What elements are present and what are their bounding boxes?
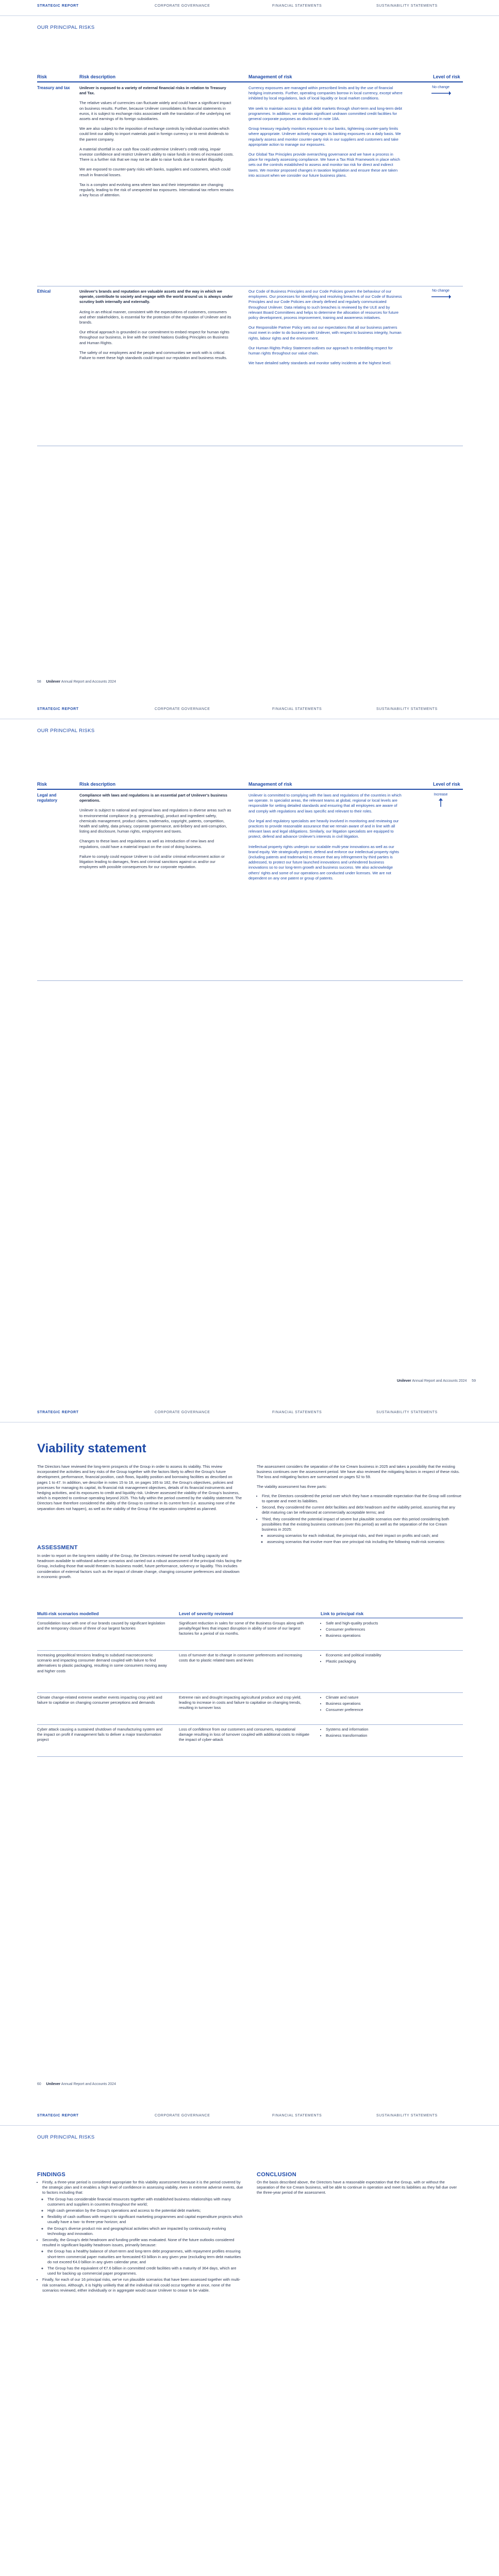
sub-item: ◦ the Group's diverse product mix and geographical activities which are impacted by continuously evolving technology and innovation. [47, 2226, 243, 2236]
nav-strategic-report[interactable]: STRATEGIC REPORT [37, 1411, 79, 1414]
severity-text: Extreme rain and drought impacting agricultural produce and crop yield, leading to increase in costs and failure to capitalise on changing trends, resulting in turnover loss [179, 1695, 302, 1710]
nav-corporate-governance[interactable]: CORPORATE GOVERNANCE [155, 4, 210, 8]
conclusion-text [257, 2180, 463, 2200]
header-level: Level of risk [433, 74, 460, 79]
right-p: The assessment considers the separation of the Ice Cream business in 2025 and takes a possibility that the existing business continues over the assessment period. We have also reviewed the mitigating factors in respect of these risks. The loss and mitigating factors are summarised on pages 52 to 59. [257, 1464, 460, 1480]
nav-corporate-governance[interactable]: CORPORATE GOVERNANCE [155, 2114, 210, 2117]
header-description: Risk description [79, 782, 116, 787]
assessment-heading: ASSESSMENT [37, 1545, 78, 1551]
viability-intro [37, 1464, 243, 1516]
severity-text: Loss of turnover due to change in consumer preferences and increasing costs due to plastic related taxes and levies [179, 1653, 302, 1663]
link-item: • Consumer preferences [326, 1627, 460, 1632]
desc-p: Failure to comply could expose Unilever to civil and/or criminal enforcement action or litigation leading to damages, fines and criminal sanctions against us and/or our employees with possible consequences for our corporate reputation. [79, 854, 225, 870]
list-item-text: Firstly, a three-year period is considered appropriate for this viability assessment because it is the period covered by the strategic plan and it enables a high level of confidence in assessing viability, even in extreme adverse events, due to factors including that: [42, 2180, 243, 2195]
risk-row-legal [37, 790, 463, 981]
mgmt-p: Group treasury regularly monitors exposure to our banks, tightening counter-party limits where appropriate. Unilever actively manages its banking exposures on a daily basis. We regularly assess and monitor counter-party risk in our suppliers and customers and take appropriate action to manage our exposures. [248, 126, 401, 147]
mgmt-p: Our Global Tax Principles provide overarching governance and we have a process in place for regularly assessing compliance. We have a Tax Risk Framework in place which sets out the controls established to assess and monitor tax risk for direct and indirect taxes. We monitor proposed changes in taxation legislation and ensure these are taken into account when we consider our future business plans. [248, 152, 401, 178]
findings-text [37, 2180, 243, 2294]
link-item: • Business operations [326, 1701, 460, 1706]
sub-item: ◦ flexibility of cash outflows with respect to significant marketing programmes and capital expenditure projects which usually have a two- to three-year horizon; and [47, 2214, 243, 2225]
intro-p: The Directors have reviewed the long-term prospects of the Group in order to assess its viability. This review incorporated the activities and key risks of the Group together with the factors likely to affect the Group's future development, performance, financial position, cash flows, liquidity position and borrowing facilities as described on pages 1 to 47. In addition, we describe in notes 15 to 18, on pages 165 to 182, the Group's objectives, policies and processes for managing its capital, its financial risk management objectives, details of its financial instruments and hedging activities, and its exposures to credit and liquidity risk. Unilever assessed the viability of the Group's business, which is expected to continue operating beyond 2025. This fully within the period covered by the viability statement. The Directors have therefore considered the ability of the Group to continue in its current form (i.e. assuming none of the separation does not happen), as well as the viability of the Group if the separation completed as planned. [37, 1464, 242, 1511]
nav-financial-statements[interactable]: FINANCIAL STATEMENTS [272, 1411, 322, 1414]
mgmt-p: We have detailed safety standards and monitor safety incidents at the highest level. [248, 361, 392, 366]
nav-financial-statements[interactable]: FINANCIAL STATEMENTS [272, 2114, 322, 2117]
risk-level-label: No change [432, 289, 450, 293]
scenario-row [37, 1618, 463, 1651]
risk-category: Legal and regulatory [37, 793, 58, 803]
link-item: • Consumer preference [326, 1707, 460, 1713]
page-58 [0, 0, 499, 703]
list-item [42, 2180, 243, 2236]
sub-item: ◦ The Group has considerable financial resources together with established business relationships with many customers and suppliers in countries throughout the world; [47, 2197, 243, 2207]
risk-category: Ethical [37, 289, 51, 294]
link-item: • Plastic packaging [326, 1659, 460, 1664]
conclusion-heading: CONCLUSION [257, 2172, 296, 2178]
list-item: • Finally, for each of our 16 principal risks, we've run plausible scenarios that have been assessed together with multi-risk scenarios. Although, it is highly unlikely that all the individual risk could occur together at once, none of the scenarios reviewed, either individually or in aggregate would cause Unilever to cease to be viable. [42, 2277, 243, 2293]
sub-list [42, 2197, 243, 2236]
risk-description [79, 86, 234, 202]
sub-item: ◦ The Group has the equivalent of €7.6 billion in committed credit facilities with a maturity of 364 days, which are used for backing up commercial paper programmes. [47, 2266, 243, 2276]
link-item: • Safe and high-quality products [326, 1621, 460, 1626]
flat-arrow-icon [430, 91, 451, 96]
page-title: Viability statement [37, 1442, 146, 1455]
page-60 [0, 1406, 499, 2110]
risk-row-treasury [37, 82, 463, 286]
nav-sustainability-statements[interactable]: SUSTAINABILITY STATEMENTS [376, 2114, 438, 2117]
scenario-row [37, 1724, 463, 1757]
desc-p: Compliance with laws and regulations is an essential part of Unilever's business operations. [79, 793, 227, 803]
section-label: OUR PRINCIPAL RISKS [37, 2134, 95, 2140]
sub-item: ◦ assessing scenarios that involve more than one principal risk including the following multi-risk scenarios: [267, 1539, 463, 1545]
scenario-text: Increasing geopolitical tensions leading to subdued macroeconomic scenario and impacting consumer demand coupled with failure to find alternatives to plastic packaging, resulting in some consumers moving away and higher costs [37, 1653, 167, 1673]
risk-management [248, 289, 403, 370]
nav-sustainability-statements[interactable]: SUSTAINABILITY STATEMENTS [376, 707, 438, 711]
risk-management [248, 793, 403, 886]
nav-strategic-report[interactable]: STRATEGIC REPORT [37, 2114, 79, 2117]
nav-strategic-report[interactable]: STRATEGIC REPORT [37, 4, 79, 8]
mgmt-p: Our Responsible Partner Policy sets out our expectations that all our business partners must meet in order to do business with Unilever, with respect to business integrity, human rights, labour rights and the environment. [248, 325, 402, 341]
sub-list [262, 1533, 463, 1545]
footer-title: Annual Report and Accounts 2024 [61, 680, 116, 684]
risk-row-ethical [37, 286, 463, 446]
desc-p: Acting in an ethical manner, consistent with the expectations of customers, consumers and other stakeholders, is essential for the protection of the reputation of Unilever and its brands. [79, 309, 231, 325]
nav-sustainability-statements[interactable]: SUSTAINABILITY STATEMENTS [376, 4, 438, 8]
footer-title: Annual Report and Accounts 2024 [61, 2082, 116, 2086]
section-label: OUR PRINCIPAL RISKS [37, 25, 95, 30]
footer-brand: Unilever [46, 680, 61, 684]
scenario-text: Climate change-related extreme weather events impacting crop yield and failure to capitalise on changing consumer perceptions and demands [37, 1695, 162, 1705]
header-severity: Level of severity reviewed [179, 1611, 234, 1616]
nav-strategic-report[interactable]: STRATEGIC REPORT [37, 707, 79, 711]
link-list [321, 1727, 460, 1739]
link-list [321, 1653, 460, 1665]
right-p: The viability assessment has three parts: [257, 1484, 327, 1489]
nav-corporate-governance[interactable]: CORPORATE GOVERNANCE [155, 1411, 210, 1414]
severity-text: Significant reduction in sales for some of the Business Groups along with penalty/legal fees that impact disruption in ability of some of our largest factories for a period of six months. [179, 1621, 304, 1636]
page-61 [0, 2110, 499, 2576]
risk-level-label: Increase [434, 793, 448, 796]
header-link: Link to principal risk [321, 1611, 364, 1616]
mgmt-p: Our Code of Business Principles and our Code Policies govern the behaviour of our employees. Our processes for identifying and resolving breaches of our Code of Business Principles and our Code Policies are clearly defined and regularly communicated throughout Unilever. Data relating to such breaches is reviewed by the ULE and by relevant Board Committees and helps to determine the allocation of resources for future policy development, process improvement, training and awareness initiatives. [248, 289, 402, 320]
desc-p: The relative values of currencies can fluctuate widely and could have a significant impact on business results. Further, because Unilever consolidates its financial statements in euros, it is subject to exchange risks associated with the translation of the underlying net assets and earnings of its foreign subsidiaries. [79, 100, 231, 122]
top-nav [0, 703, 499, 719]
scenario-row [37, 1650, 463, 1693]
assessment-p: In order to report on the long-term viability of the Group, the Directors reviewed the overall funding capacity and headroom available to withstand adverse scenarios and carried out a robust assessment of the principal risks facing the Group, including those that would threaten its business model, future performance, solvency or liquidity. This includes consideration of external factors such as the impact of climate change, changing consumer preferences and slowdown in economic growth. [37, 1553, 242, 1579]
scenario-row [37, 1692, 463, 1725]
scenario-text: Consolidation issue with one of our brands caused by significant legislation and the temporary closure of three of our largest factories [37, 1621, 165, 1631]
nav-financial-statements[interactable]: FINANCIAL STATEMENTS [272, 707, 322, 711]
risk-description [79, 289, 234, 365]
risk-management [248, 86, 403, 183]
sub-item: ◦ assessing scenarios for each individual, the principal risks, and their impact on profits and cash; and [267, 1533, 463, 1538]
scenario-table-header [37, 1607, 463, 1618]
link-item: • Economic and political instability [326, 1653, 460, 1658]
header-management: Management of risk [248, 74, 292, 79]
risk-level [419, 289, 463, 302]
header-description: Risk description [79, 74, 116, 79]
list-item-text: Secondly, the Group's debt headroom and funding profile was evaluated. None of the future outlooks considered resulted in significant liquidity headroom issues, primarily because: [42, 2238, 235, 2248]
nav-corporate-governance[interactable]: CORPORATE GOVERNANCE [155, 707, 210, 711]
mgmt-p: Our legal and regulatory specialists are heavily involved in monitoring and reviewing our practices to provide reasonable assurance that we remain aware of and in line with all relevant laws and legal obligations. Similarly, our litigation specialists are equipped to protect, defend and advance Unilever's interests in civil litigation. [248, 818, 399, 839]
mgmt-p: Our Human Rights Policy Statement outlines our approach to embedding respect for human rights throughout our value chain. [248, 345, 393, 356]
header-level: Level of risk [433, 782, 460, 787]
nav-sustainability-statements[interactable]: SUSTAINABILITY STATEMENTS [376, 1411, 438, 1414]
link-item: • Systems and information [326, 1727, 460, 1732]
list-item [262, 1517, 463, 1545]
page-footer [397, 1379, 476, 1383]
header-risk: Risk [37, 782, 47, 787]
findings-heading: FINDINGS [37, 2172, 65, 2178]
conclusion-p: On the basis described above, the Directors have a reasonable expectation that the Group, with or without the separation of the Ice Cream business, will be able to continue in operation and meet its liabilities as they fall due over the three-year period of the assessment. [257, 2180, 457, 2195]
list-item: • First, the Directors considered the period over which they have a reasonable expectation that the Group will continue to operate and meet its liabilities. [262, 1494, 463, 1504]
mgmt-p: Intellectual property rights underpin our scalable multi-year innovations as well as our brand equity. We strategically protect, defend and enforce our intellectual property rights (including patents and trademarks) to ensure that any infringement by third parties is addressed, to protect our future launched innovations and unhindered business innovations so to our long-term growth and business success. We also acknowledge others' rights and some of our operations are conducted under licenses. We are not dependent on any one patent or group of patents. [248, 844, 399, 880]
desc-p: We are exposed to counter-party risks with banks, suppliers and customers, which could result in financial losses. [79, 167, 230, 177]
footer-brand: Unilever [397, 1379, 411, 1383]
mgmt-p: Unilever is committed to complying with the laws and regulations of the countries in which we operate. In specialist areas, the relevant teams at global, regional or local levels are responsible for setting detailed standards and ensuring that all employees are aware of and comply with regulations and laws specific and relevant to their roles. [248, 793, 402, 814]
mgmt-p: Currency exposures are managed within prescribed limits and by the use of financial hedging instruments. Further, operating companies borrow in local currency, except where inhibited by local regulations, lack of local liquidity or local market conditions. [248, 86, 403, 101]
risk-level [419, 793, 463, 807]
scenario-text: Cyber attack causing a sustained shutdown of manufacturing system and the impact on profit if management fails to deliver a major transformation project [37, 1727, 163, 1742]
assessment-text [37, 1553, 243, 1584]
page-footer [37, 680, 116, 684]
mgmt-p: We seek to maintain access to global debt markets through short-term and long-term debt programmes. In addition, we maintain significant undrawn committed credit facilities for general corporate purposes as disclosed in note 18A. [248, 106, 402, 122]
sub-item: ◦ the Group has a healthy balance of short-term and long-term debt programmes, with repayment profiles ensuring short-term commercial paper maturities are forecasted €3 billion in any given year (excluding term debt maturities do not exceed €4.0 billion in any given calendar year, and [47, 2249, 243, 2265]
link-list [321, 1621, 460, 1640]
up-arrow-icon [438, 798, 443, 807]
link-list [321, 1695, 460, 1714]
desc-p: Unilever is subject to national and regional laws and regulations in diverse areas such as to environmental compliance (e.g. greenwashing), product and ingredient safety, chemicals management, product claims, trademarks, copyright, patents, competition, health and safety, data privacy, corporate governance, anti-bribery and anti-corruption, listing and disclosure, human rights, employment and taxes. [79, 808, 231, 834]
desc-p: Unilever is exposed to a variety of external financial risks in relation to Treasury and Tax. [79, 86, 226, 96]
risk-level [419, 86, 463, 98]
desc-p: A material shortfall in our cash flow could undermine Unilever's credit rating, impair investor confidence and restrict Unilever's ability to raise funds in times of increased costs. There is a further risk that we may not be able to raise funds due to market illiquidity. [79, 146, 234, 162]
list-item [42, 2238, 243, 2276]
desc-p: Unilever's brands and reputation are valuable assets and the way in which we operate, contribute to society and engage with the world around us is always under scrutiny both internally and externally. [79, 289, 233, 304]
header-scenario: Multi-risk scenarios modelled [37, 1611, 99, 1616]
header-management: Management of risk [248, 782, 292, 787]
page-footer [37, 2082, 116, 2086]
page-number: 60 [37, 2082, 41, 2086]
severity-text: Loss of confidence from our customers and consumers, reputational damage resulting in loss of turnover coupled with additional costs to mitigate the impact of cyber-attack [179, 1727, 310, 1742]
risk-table-header [37, 773, 463, 790]
flat-arrow-icon [430, 294, 451, 299]
risk-description [79, 793, 234, 874]
risk-level-label: No change [432, 86, 450, 89]
sub-item: ◦ High cash generation by the Group's operations and access to the potential debt markets; [47, 2208, 243, 2213]
top-nav [0, 0, 499, 16]
footer-brand: Unilever [46, 2082, 61, 2086]
viability-right [257, 1464, 463, 1546]
top-nav [0, 1406, 499, 1422]
sub-list [42, 2249, 243, 2276]
viability-parts-list [257, 1494, 463, 1545]
desc-p: Our ethical approach is grounded in our commitment to embed respect for human rights throughout our business, in line with the United Nations Guiding Principles on Business and Human Rights. [79, 330, 229, 345]
top-nav [0, 2110, 499, 2126]
desc-p: Changes to these laws and regulations as well as introduction of new laws and regulations, could have a material impact on the cost of doing business. [79, 839, 214, 849]
page-number: 58 [37, 680, 41, 684]
list-item-text: Third, they considered the potential impact of severe but plausible scenarios over this period considering both possibilities that the existing business continues (over this period) as well as the separation of the Ice Cream business in 2025: [262, 1516, 450, 1532]
risk-table-header [37, 66, 463, 82]
footer-title: Annual Report and Accounts 2024 [412, 1379, 467, 1383]
desc-p: The safety of our employees and the people and communities we work with is critical. Failure to meet these high standards could impact our reputation and business results. [79, 350, 227, 361]
page-number: 59 [472, 1379, 476, 1383]
list-item: • Second, they considered the current debt facilities and debt headroom and the viability period, assuming that any debt maturing can be refinanced at commercially acceptable terms; and [262, 1505, 463, 1515]
page-59 [0, 703, 499, 1406]
section-label: OUR PRINCIPAL RISKS [37, 728, 95, 734]
link-item: • Business operations [326, 1633, 460, 1638]
header-risk: Risk [37, 74, 47, 79]
desc-p: Tax is a complex and evolving area where laws and their interpretation are changing regularly, leading to the risk of unexpected tax exposures. International tax reform remains a key focus of attention. [79, 182, 234, 198]
link-item: • Climate and nature [326, 1695, 460, 1700]
link-item: • Business transformation [326, 1733, 460, 1738]
risk-category: Treasury and tax [37, 86, 70, 90]
findings-list [37, 2180, 243, 2293]
nav-financial-statements[interactable]: FINANCIAL STATEMENTS [272, 4, 322, 8]
desc-p: We are also subject to the imposition of exchange controls by individual countries which could limit our ability to import materials paid in foreign currency or to remit dividends to the parent company. [79, 126, 229, 142]
